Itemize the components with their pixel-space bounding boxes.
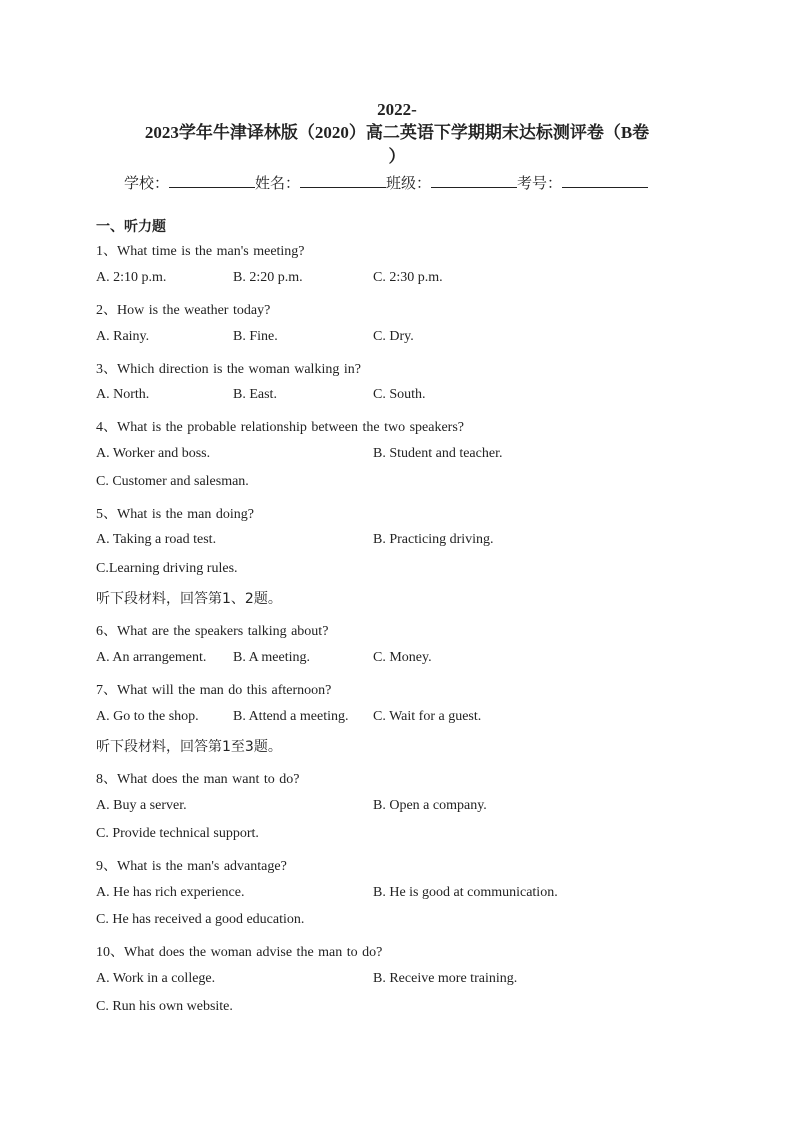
q4-option-a: A. Worker and boss.: [96, 446, 211, 461]
question-10: 10、What does the woman advise the man to do?: [96, 945, 383, 960]
student-info-row: [124, 172, 648, 193]
q1-option-a: A. 2:10 p.m.: [96, 270, 167, 285]
q2-option-a: A. Rainy.: [96, 329, 150, 344]
question-1: 1、What time is the man's meeting?: [96, 244, 305, 259]
question-9: 9、What is the man's advantage?: [96, 859, 287, 874]
q10-option-c: C. Run his own website.: [96, 999, 233, 1014]
instruction-1: 听下段材料，回答第1、2题。: [96, 591, 282, 607]
q9-option-c: C. He has received a good education.: [96, 912, 305, 927]
school-blank[interactable]: [169, 173, 255, 188]
section-heading: 一、听力题: [96, 219, 166, 235]
title-line-1: 2022-: [377, 100, 417, 119]
class-label: 班级：: [386, 174, 432, 192]
q1-option-c: C. 2:30 p.m.: [373, 270, 443, 285]
q3-option-b: B. East.: [233, 387, 277, 402]
q6-option-b: B. A meeting.: [233, 650, 310, 665]
name-blank[interactable]: [300, 173, 386, 188]
q2-option-c: C. Dry.: [373, 329, 414, 344]
q4-option-c: C. Customer and salesman.: [96, 474, 249, 489]
question-6: 6、What are the speakers talking about?: [96, 624, 329, 639]
q9-option-b: B. He is good at communication.: [373, 885, 558, 900]
q4-option-b: B. Student and teacher.: [373, 446, 503, 461]
question-7: 7、What will the man do this afternoon?: [96, 683, 332, 698]
q7-option-a: A. Go to the shop.: [96, 709, 199, 724]
question-8: 8、What does the man want to do?: [96, 772, 300, 787]
q6-option-a: A. An arrangement.: [96, 650, 207, 665]
question-5: 5、What is the man doing?: [96, 507, 254, 522]
q3-option-c: C. South.: [373, 387, 426, 402]
question-4: 4、What is the probable relationship between the two speakers?: [96, 420, 464, 435]
title-line-2: 2023学年牛津译林版（2020）高二英语下学期期末达标测评卷（B卷: [144, 123, 650, 142]
q7-option-b: B. Attend a meeting.: [233, 709, 349, 724]
q5-option-b: B. Practicing driving.: [373, 532, 494, 547]
name-label: 姓名：: [255, 174, 301, 192]
question-2: 2、How is the weather today?: [96, 303, 271, 318]
number-label: 考号：: [517, 174, 563, 192]
q5-option-a: A. Taking a road test.: [96, 532, 217, 547]
q8-option-b: B. Open a company.: [373, 798, 487, 813]
q1-option-b: B. 2:20 p.m.: [233, 270, 303, 285]
q8-option-a: A. Buy a server.: [96, 798, 187, 813]
q10-option-b: B. Receive more training.: [373, 971, 518, 986]
q9-option-a: A. He has rich experience.: [96, 885, 245, 900]
title-line-3: ）: [388, 147, 406, 166]
number-blank[interactable]: [562, 173, 648, 188]
instruction-2: 听下段材料，回答第1至3题。: [96, 739, 282, 755]
question-3: 3、Which direction is the woman walking in?: [96, 362, 361, 377]
q5-option-c: C.Learning driving rules.: [96, 561, 238, 576]
q8-option-c: C. Provide technical support.: [96, 826, 259, 841]
q7-option-c: C. Wait for a guest.: [373, 709, 482, 724]
school-label: 学校：: [124, 174, 170, 192]
q2-option-b: B. Fine.: [233, 329, 278, 344]
q6-option-c: C. Money.: [373, 650, 432, 665]
q10-option-a: A. Work in a college.: [96, 971, 216, 986]
class-blank[interactable]: [431, 173, 517, 188]
q3-option-a: A. North.: [96, 387, 150, 402]
